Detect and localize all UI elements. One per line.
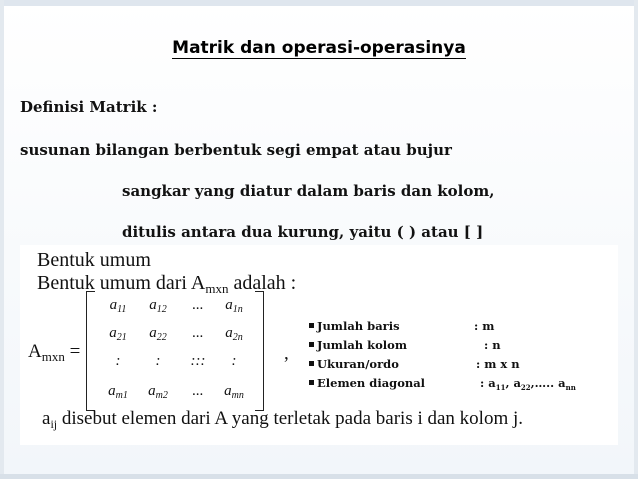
matrix-cell: $a_{11}$: [109, 297, 127, 315]
matrix-cell: $a_{m1}$: [108, 383, 128, 401]
matrix-cell: :: [231, 353, 237, 369]
definition-line-1: susunan bilangan berbentuk segi empat atau bujur: [20, 141, 452, 159]
matrix-cell: $a_{m2}$: [148, 383, 168, 401]
definition-heading: Definisi Matrik :: [20, 98, 158, 116]
matrix-cell: ...: [192, 325, 204, 341]
matrix-bracket-left: [86, 291, 95, 411]
element-definition-note: $a_{ij}$ disebut elemen dari A yang terletak pada baris i dan kolom j.: [42, 408, 524, 431]
definition-line-2: sangkar yang diatur dalam baris dan kolom,: [122, 182, 495, 200]
bullet-icon: [309, 342, 314, 347]
slide-frame-bottom: [0, 474, 638, 479]
property-label: Ukuran/ordo: [317, 357, 399, 371]
matrix-cell: :: [155, 353, 161, 369]
property-label: Jumlah baris: [317, 319, 400, 333]
matrix-cell: $a_{mn}$: [224, 383, 244, 401]
matrix-cell: $a_{12}$: [149, 297, 167, 315]
property-value: : $a_{11}$, $a_{22},\dots$.. $a_{nn}$: [480, 376, 576, 392]
slide-frame-right: [634, 0, 638, 479]
matrix-cell: $a_{22}$: [149, 325, 167, 343]
property-label: Jumlah kolom: [317, 338, 408, 352]
matrix-cell: ...: [192, 383, 204, 399]
property-value: : m x n: [476, 357, 520, 371]
matrix: [86, 291, 264, 411]
matrix-image-panel: [20, 245, 618, 445]
bentuk-umum-heading: Bentuk umum: [37, 249, 151, 271]
matrix-cell: :::: [190, 353, 206, 369]
matrix-label: $A_{mxn}$ =: [28, 341, 81, 364]
property-label: Elemen diagonal: [317, 376, 426, 390]
bullet-icon: [309, 323, 314, 328]
matrix-cell: $a_{21}$: [109, 325, 127, 343]
slide-title-text: Matrik dan operasi-operasinya: [172, 38, 466, 58]
slide-frame-top: [0, 0, 638, 6]
matrix-cell: :: [115, 353, 121, 369]
slide-frame-left: [0, 0, 4, 479]
bullet-icon: [309, 361, 314, 366]
matrix-bracket-right: [255, 291, 264, 411]
bullet-icon: [309, 380, 314, 385]
matrix-cell: ...: [192, 297, 204, 313]
matrix-cell: $a_{1n}$: [225, 297, 243, 315]
slide-title: [0, 38, 638, 59]
bentuk-umum-line: Bentuk umum dari $A_{mxn}$ adalah :: [37, 272, 297, 296]
property-value: : n: [484, 338, 501, 352]
definition-line-3: ditulis antara dua kurung, yaitu ( ) atau [ ]: [122, 223, 484, 241]
matrix-comma: ,: [284, 343, 289, 364]
matrix-cell: $a_{2n}$: [225, 325, 243, 343]
property-value: : m: [474, 319, 495, 333]
